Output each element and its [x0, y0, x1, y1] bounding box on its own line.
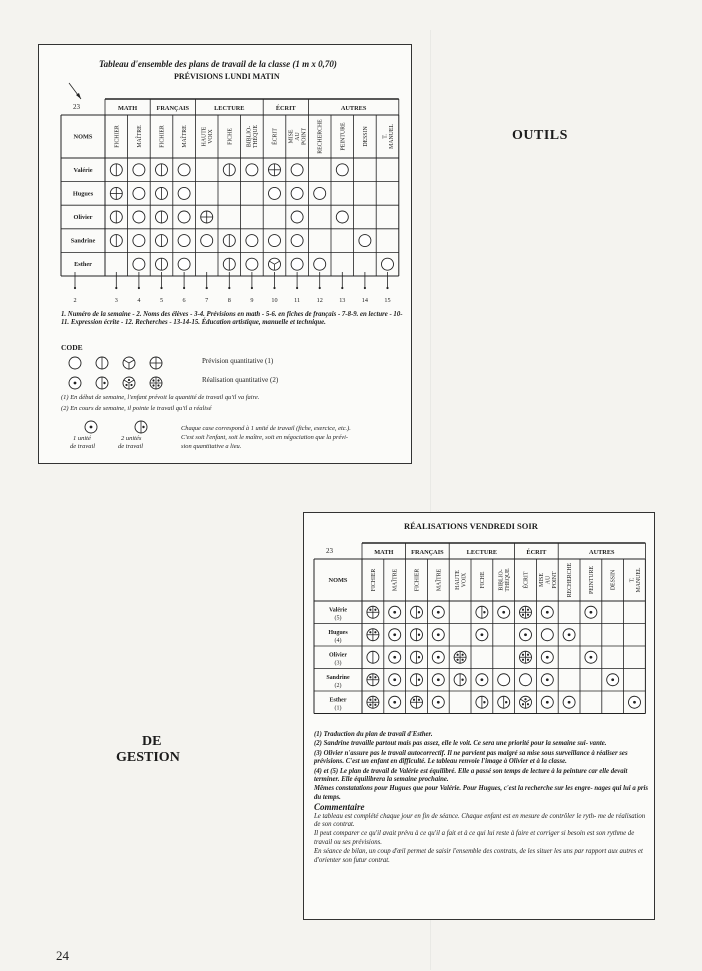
note-item: (4) et (5) Le plan de travail de Valérie est équilibré. Elle a passé son temps de lecture à la peinture car elle devait terminer. Elle équilibrera la semaine prochaine. — [314, 767, 628, 784]
table-text: 7 — [205, 297, 209, 304]
column-header: FICHIER — [114, 125, 121, 148]
cell-symbol-bar — [110, 211, 122, 223]
cell-symbol-o — [178, 235, 190, 247]
table-text: (3) — [334, 660, 342, 667]
table-text: 11 — [294, 297, 301, 304]
column-header: PEINTURE — [588, 565, 595, 595]
column-header: MAÎTRE — [182, 125, 189, 148]
pointer-dot — [115, 287, 117, 289]
cell-symbol-R — [541, 696, 553, 708]
note-2: (2) En cours de semaine, il pointe le travail qu'il a réalisé — [61, 405, 212, 412]
column-header: AU — [545, 575, 552, 585]
cell-symbol-o — [382, 258, 394, 270]
commentaire-item: En séance de bilan, un coup d'œil permet de saisir l'ensemble des contrats, de les situer les uns par rapport aux autres et d'orienter son futur contrat. — [314, 848, 643, 864]
cell-symbol-o — [359, 235, 371, 247]
cell-symbol-R — [389, 651, 401, 663]
cell-symbol-o — [314, 258, 326, 270]
cell-symbol-bar — [156, 258, 168, 270]
pointer-dot — [251, 287, 253, 289]
table-text: Olivier — [329, 652, 347, 659]
note-item: Mêmes constatations pour Hugues que pour Valérie. Pour Hugues, c'est la recherche sur les engre- nages qui lui a pris du temps. — [314, 785, 649, 801]
outils-heading: OUTILS — [512, 128, 568, 143]
unit2-line1: 2 unités — [121, 435, 142, 442]
cell-symbol-o — [178, 258, 190, 270]
table-text: 5 — [159, 297, 164, 304]
cell-symbol-R2 — [411, 696, 423, 708]
table-text: Valérie — [73, 166, 93, 174]
left-panel-title: Tableau d'ensemble des plans de travail de la classe (1 m x 0,70) — [99, 59, 337, 69]
cell-symbol-R4 — [520, 606, 532, 618]
table-text: FRANÇAIS — [156, 105, 190, 112]
cell-symbol-R — [541, 651, 553, 663]
cell-symbol-bar — [223, 164, 235, 176]
pointer-dot — [228, 287, 230, 289]
table-text: Sandrine — [326, 674, 350, 681]
cell-symbol-bar — [156, 187, 168, 199]
cell-symbol-R — [389, 629, 401, 641]
unit-text-1: Chaque case correspond à 1 unité de travail (fiche, exercice, etc.). — [181, 425, 351, 432]
right-notes — [314, 731, 650, 866]
pointer-dot — [183, 287, 185, 289]
table-text: 9 — [250, 297, 254, 304]
table-text: Esther — [329, 697, 347, 704]
pointer-dot — [74, 287, 76, 289]
column-header: FICHIER — [414, 568, 421, 592]
cell-symbol-o — [246, 258, 258, 270]
cell-symbol-bar — [156, 211, 168, 223]
cell-symbol-R4 — [367, 696, 379, 708]
table-text: LECTURE — [466, 549, 498, 556]
cell-symbol-o — [314, 187, 326, 199]
table-text: MATH — [374, 549, 394, 556]
pointer-dot — [296, 287, 298, 289]
de-heading: DE — [142, 734, 162, 749]
cell-symbol-o — [336, 164, 348, 176]
column-header: BIBLIO- — [246, 125, 253, 148]
table-text: ÉCRIT — [526, 549, 547, 556]
commentaire-title: Commentaire — [314, 802, 365, 813]
column-header: THÈQUE — [253, 124, 260, 149]
previsions-panel — [38, 44, 412, 464]
column-header: POINT — [551, 571, 558, 589]
cell-symbol-o — [178, 211, 190, 223]
table-text: (5) — [334, 615, 342, 622]
unit1-line1: 1 unité — [73, 435, 91, 442]
caption-text: 1. Numéro de la semaine - 2. Noms des élèves - 3-4. Prévisions en math - 5-6. en fiches de français - 7-8-9. en lecture - 10-11. Expression écrite - 12. Recherches - 13-14-15. Éducation artistique, manuelle et technique. — [61, 311, 403, 327]
cell-symbol-o — [291, 235, 303, 247]
cell-symbol-R — [432, 696, 444, 708]
unit-text-2: C'est soit l'enfant, soit le maître, soit en négociation que la prévi- — [181, 434, 349, 441]
cell-symbol-R2 — [367, 606, 379, 618]
cell-symbol-R4 — [454, 651, 466, 663]
column-header: ÉCRIT — [523, 571, 530, 589]
left-caption — [61, 311, 406, 328]
column-header: DESSIN — [610, 569, 617, 591]
cell-symbol-bar — [156, 164, 168, 176]
note-item: (3) Olivier n'assure pas le travail autocorrectif. Il ne parvient pas malgré sa mise sous surveillance à réaliser ses prévisions. C'est un enfant en difficulté. Le tableau renvoie l'image à Olivier et à la classe. — [314, 749, 628, 766]
cell-symbol-o — [133, 187, 145, 199]
pointer-dot — [386, 287, 388, 289]
cell-symbol-o — [178, 164, 190, 176]
cell-symbol-cross — [150, 357, 162, 369]
cell-symbol-y — [123, 357, 135, 369]
cell-symbol-bar — [110, 235, 122, 247]
cell-symbol-R2 — [367, 629, 379, 641]
cell-symbol-RY — [123, 377, 135, 389]
cell-symbol-cross — [269, 164, 281, 176]
table-text: Hugues — [328, 629, 348, 636]
column-header: HAUTE — [201, 126, 208, 147]
cell-symbol-bar — [223, 235, 235, 247]
table-text: ÉCRIT — [275, 105, 296, 112]
column-header: FICHIER — [159, 125, 166, 148]
cell-symbol-bar — [156, 235, 168, 247]
cell-symbol-R — [389, 674, 401, 686]
cell-symbol-R — [563, 696, 575, 708]
column-header: AU — [295, 132, 302, 141]
cell-symbol-O — [69, 357, 81, 369]
cell-symbol-R1 — [476, 606, 488, 618]
table-text: LECTURE — [214, 105, 245, 112]
column-header: MAÎTRE — [436, 568, 443, 592]
cell-symbol-R1 — [411, 674, 423, 686]
cell-symbol-R — [69, 377, 81, 389]
cell-symbol-R1 — [454, 674, 466, 686]
column-header: T. — [629, 577, 636, 583]
note-item: (2) Sandrine travaille partout mais pas assez, elle le voit. Ce sera une priorité pour la semaine sui- vante. — [314, 740, 607, 748]
table-text: 4 — [137, 297, 141, 304]
table-text: 3 — [114, 297, 118, 304]
unit-text-3: sion quantitative a lieu. — [181, 443, 242, 450]
cell-symbol-bar — [223, 258, 235, 270]
table-text: Sandrine — [70, 237, 96, 245]
column-header: FICHE — [227, 128, 234, 145]
cell-symbol-o — [291, 211, 303, 223]
pointer-dot — [319, 287, 321, 289]
pointer-dot — [364, 287, 366, 289]
note-item: (1) Traduction du plan de travail d'Esther. — [314, 731, 433, 738]
prevision-label: Prévision quantitative (1) — [202, 357, 274, 365]
table-text: FRANÇAIS — [411, 549, 444, 556]
column-header: VOIX — [207, 129, 214, 144]
cell-symbol-O — [541, 629, 553, 641]
cell-symbol-R — [541, 674, 553, 686]
table-text: (1) — [334, 705, 342, 712]
cell-symbol-R — [432, 674, 444, 686]
column-header: PEINTURE — [340, 122, 347, 151]
table-text: MATH — [118, 105, 138, 112]
cell-symbol-R — [629, 696, 641, 708]
pointer-dot — [341, 287, 343, 289]
cell-symbol-bar — [110, 164, 122, 176]
cell-symbol-R — [476, 674, 488, 686]
table-text: AUTRES — [340, 105, 367, 112]
cell-symbol-R1 — [498, 696, 510, 708]
column-header: MAÎTRE — [136, 125, 143, 148]
pointer-dot — [138, 287, 140, 289]
cell-symbol-cross — [110, 187, 122, 199]
cell-symbol-o — [246, 235, 258, 247]
realisations-panel — [303, 512, 655, 920]
cell-symbol-R — [498, 606, 510, 618]
cell-symbol-cross — [201, 211, 213, 223]
cell-symbol-R — [585, 651, 597, 663]
cell-symbol-o — [336, 211, 348, 223]
cell-symbol-R1 — [411, 629, 423, 641]
column-header: FICHE — [479, 571, 486, 589]
cell-symbol-R1 — [96, 377, 108, 389]
table-text: Olivier — [73, 214, 93, 221]
table-text: 10 — [271, 297, 278, 304]
column-header: FICHIER — [370, 568, 377, 592]
cell-symbol-R1 — [411, 651, 423, 663]
cell-symbol-R — [432, 629, 444, 641]
cell-symbol-R — [432, 651, 444, 663]
cell-symbol-R — [85, 421, 97, 433]
unit2-line2: de travail — [118, 443, 144, 450]
table-text: (2) — [334, 682, 342, 689]
cell-symbol-RY — [520, 696, 532, 708]
cell-symbol-O — [498, 674, 510, 686]
column-header: MAÎTRE — [392, 568, 399, 592]
column-header: BIBLIO- — [498, 569, 505, 591]
table-text: 23 — [326, 547, 333, 555]
column-header: MISE — [288, 129, 295, 144]
cell-symbol-o — [291, 258, 303, 270]
table-text: 23 — [73, 103, 80, 111]
cell-symbol-bar — [367, 651, 379, 663]
cell-symbol-R — [389, 696, 401, 708]
table-text: Hugues — [72, 190, 94, 198]
cell-symbol-o — [201, 235, 213, 247]
cell-symbol-R — [541, 606, 553, 618]
gestion-heading: GESTION — [116, 750, 180, 765]
table-text: 13 — [339, 297, 346, 304]
cell-symbol-R1 — [411, 606, 423, 618]
cell-symbol-bar — [96, 357, 108, 369]
cell-symbol-y — [269, 258, 281, 270]
column-header: DESSIN — [362, 126, 369, 147]
commentaire-item: Il peut comparer ce qu'il avait prévu à ce qu'il a fait et à ce qui lui reste à faire et corriger si besoin est son rythme de travail ou ses prévisions. — [314, 830, 635, 846]
cell-symbol-R — [563, 629, 575, 641]
pointer-dot — [273, 287, 275, 289]
cell-symbol-o — [269, 187, 281, 199]
cell-symbol-o — [133, 211, 145, 223]
table-text: 8 — [227, 297, 231, 304]
left-panel-subtitle: PRÉVISIONS LUNDI MATIN — [174, 72, 280, 81]
realisations-table — [304, 513, 656, 733]
column-header: VOIX — [461, 572, 468, 588]
column-header: ÉCRIT — [272, 128, 279, 145]
pointer-dot — [206, 287, 208, 289]
table-text: (4) — [334, 637, 342, 644]
cell-symbol-o — [133, 164, 145, 176]
column-header: RECHERCHE — [317, 119, 324, 154]
cell-symbol-o — [291, 164, 303, 176]
column-header: THÈQUE — [504, 568, 511, 592]
page-number: 24 — [56, 948, 69, 963]
cell-symbol-R — [585, 606, 597, 618]
cell-symbol-o — [246, 164, 258, 176]
column-header: MISE — [538, 573, 545, 587]
commentaire-item: Le tableau est complété chaque jour en fin de séance. Chaque enfant est en mesure de contrôler le ryth- me de réalisation de son contrat. — [314, 812, 646, 829]
column-header: MANUEL — [388, 124, 395, 149]
column-header: MANUEL — [635, 567, 642, 593]
cell-symbol-o — [133, 235, 145, 247]
code-legend — [59, 353, 219, 397]
table-text: Esther — [74, 261, 92, 269]
cell-symbol-o — [178, 187, 190, 199]
note-1: (1) En début de semaine, l'enfant prévoit la quantité de travail qu'il va faire. — [61, 394, 260, 401]
table-text: NOMS — [73, 133, 93, 141]
table-text: 6 — [182, 297, 186, 304]
unit1-line2: de travail — [70, 443, 96, 450]
right-panel-title: RÉALISATIONS VENDREDI SOIR — [404, 521, 538, 531]
cell-symbol-R1 — [135, 421, 147, 433]
cell-symbol-R1 — [476, 696, 488, 708]
cell-symbol-o — [133, 258, 145, 270]
code-title: CODE — [61, 343, 83, 352]
cell-symbol-R — [432, 606, 444, 618]
cell-symbol-R — [476, 629, 488, 641]
cell-symbol-o — [291, 187, 303, 199]
pointer-dot — [160, 287, 162, 289]
cell-symbol-R2 — [367, 674, 379, 686]
table-text: 12 — [316, 297, 323, 304]
table-text: Valérie — [328, 607, 348, 614]
column-header: POINT — [301, 127, 308, 146]
cell-symbol-R — [520, 629, 532, 641]
table-text: AUTRES — [589, 549, 615, 556]
column-header: HAUTE — [454, 570, 461, 590]
column-header: T. — [382, 134, 389, 139]
table-text: 14 — [361, 297, 368, 304]
table-text: 2 — [73, 297, 77, 304]
cell-symbol-o — [269, 235, 281, 247]
cell-symbol-R4 — [150, 377, 162, 389]
cell-symbol-O — [520, 674, 532, 686]
cell-symbol-R4 — [520, 651, 532, 663]
column-header: RECHERCHE — [567, 562, 574, 598]
realisation-label: Réalisation quantitative (2) — [202, 376, 279, 384]
previsions-table — [39, 45, 413, 305]
table-text: NOMS — [328, 577, 348, 584]
table-text: 15 — [384, 297, 391, 304]
cell-symbol-R — [389, 606, 401, 618]
cell-symbol-R — [607, 674, 619, 686]
